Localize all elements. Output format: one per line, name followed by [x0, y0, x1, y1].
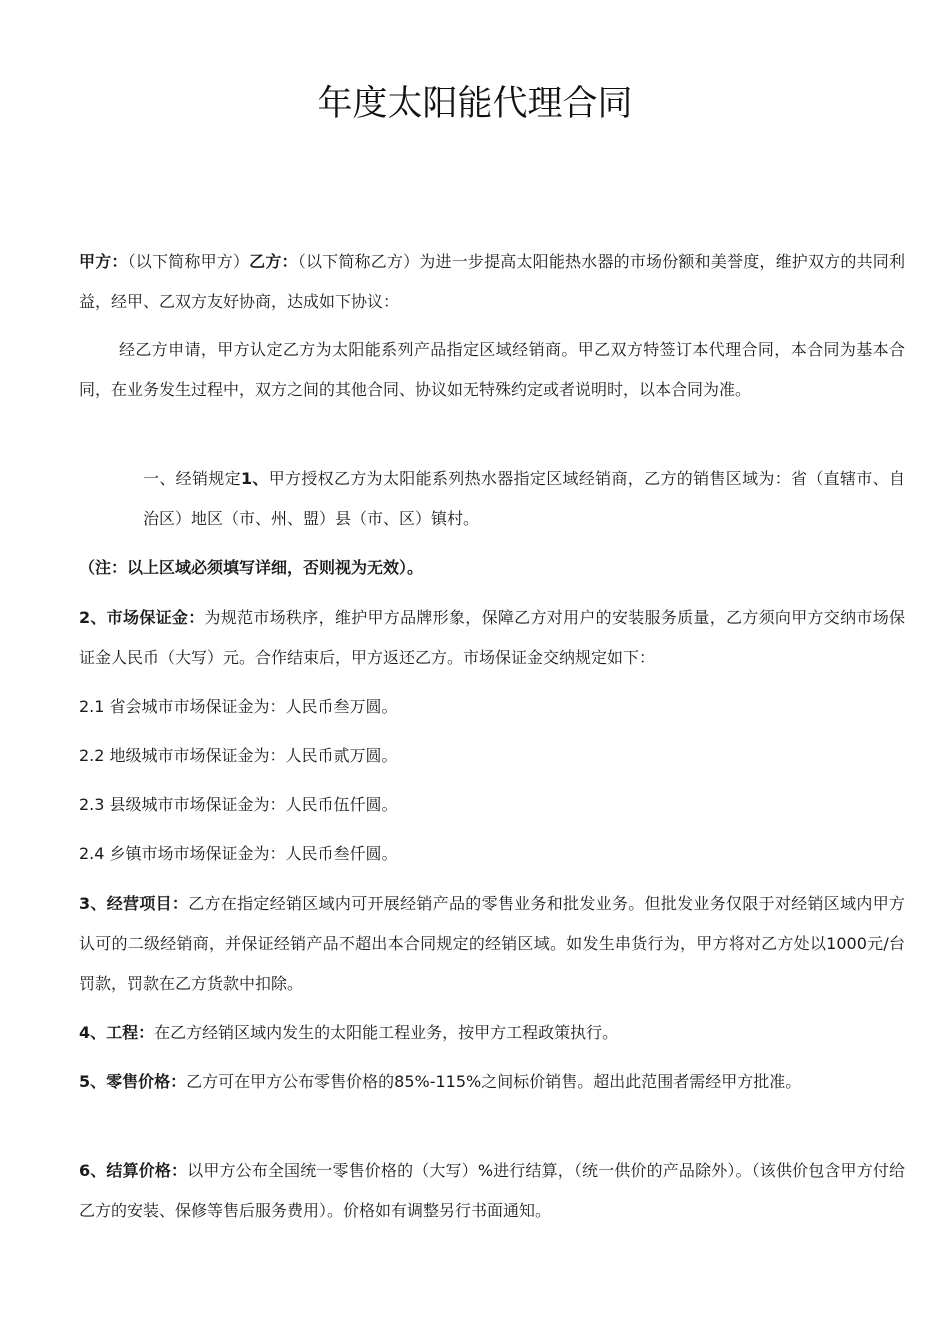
clause-6-label: 6、结算价格： [79, 1161, 188, 1180]
party-a-text: （以下简称甲方） [127, 252, 250, 271]
party-a-label: 甲方： [79, 252, 128, 271]
clause-4-text: 在乙方经销区域内发生的太阳能工程业务，按甲方工程政策执行。 [154, 1023, 619, 1042]
clause-3-paragraph [79, 884, 905, 1004]
clause-4-label: 4、工程： [79, 1023, 155, 1042]
clause-2-paragraph [79, 598, 905, 678]
party-b-label: 乙方： [249, 252, 298, 271]
clause-2-label: 2、市场保证金： [79, 608, 205, 627]
clause-5-label: 5、零售价格： [79, 1072, 187, 1091]
clause-3-text: 乙方在指定经销区域内可开展经销产品的零售业务和批发业务。但批发业务仅限于对经销区域内甲方认可的二级经销商，并保证经销产品不超出本合同规定的经销区域。如发生串货行为，甲方将对乙方处以1000元/台罚款，罚款在乙方货款中扣除。 [79, 894, 905, 993]
clause-4-paragraph [79, 1013, 905, 1053]
party-b-text: （以下简称乙方）为进一步提高太阳能热水器的市场份额和美誉度，维护双方的共同利益，经甲、乙双方友好协商，达成如下协议： [79, 252, 905, 311]
deposit-item-3: 2.3 县级城市市场保证金为：人民币伍仟圆。 [79, 795, 398, 814]
clause-1-text: 甲方授权乙方为太阳能系列热水器指定区域经销商，乙方的销售区域为：省（直辖市、自治区）地区（市、州、盟）县（市、区）镇村。 [143, 469, 905, 528]
deposit-item-1: 2.1 省会城市市场保证金为：人民币叁万圆。 [79, 697, 398, 716]
clause-5-text: 乙方可在甲方公布零售价格的85%-115%之间标价销售。超出此范围者需经甲方批准。 [186, 1072, 802, 1091]
clause-5-paragraph [79, 1062, 905, 1102]
clause-1-paragraph [143, 459, 905, 539]
region-note: （注：以上区域必须填写详细，否则视为无效）。 [79, 558, 424, 577]
clause-3-label: 3、经营项目： [79, 894, 189, 913]
deposit-item-4: 2.4 乡镇市场市场保证金为：人民币叁仟圆。 [79, 844, 398, 863]
preamble-paragraph: 经乙方申请，甲方认定乙方为太阳能系列产品指定区域经销商。甲乙双方特签订本代理合同，本合同为基本合同，在业务发生过程中，双方之间的其他合同、协议如无特殊约定或者说明时，以本合同为准。 [79, 340, 905, 399]
clause-1-prefix: 一、经销规定 [143, 469, 241, 488]
clause-2-text: 为规范市场秩序，维护甲方品牌形象，保障乙方对用户的安装服务质量，乙方须向甲方交纳市场保证金人民币（大写）元。合作结束后，甲方返还乙方。市场保证金交纳规定如下： [79, 608, 905, 667]
document-title: 年度太阳能代理合同 [317, 84, 633, 124]
clause-6-text: 以甲方公布全国统一零售价格的（大写）%进行结算，（统一供价的产品除外）。（该供价包含甲方付给乙方的安装、保修等售后服务费用）。价格如有调整另行书面通知。 [79, 1161, 905, 1220]
intro-paragraph [79, 242, 905, 322]
clause-6-paragraph [79, 1151, 905, 1231]
deposit-item-2: 2.2 地级城市市场保证金为：人民币贰万圆。 [79, 746, 398, 765]
clause-1-number: 1、 [240, 469, 269, 488]
